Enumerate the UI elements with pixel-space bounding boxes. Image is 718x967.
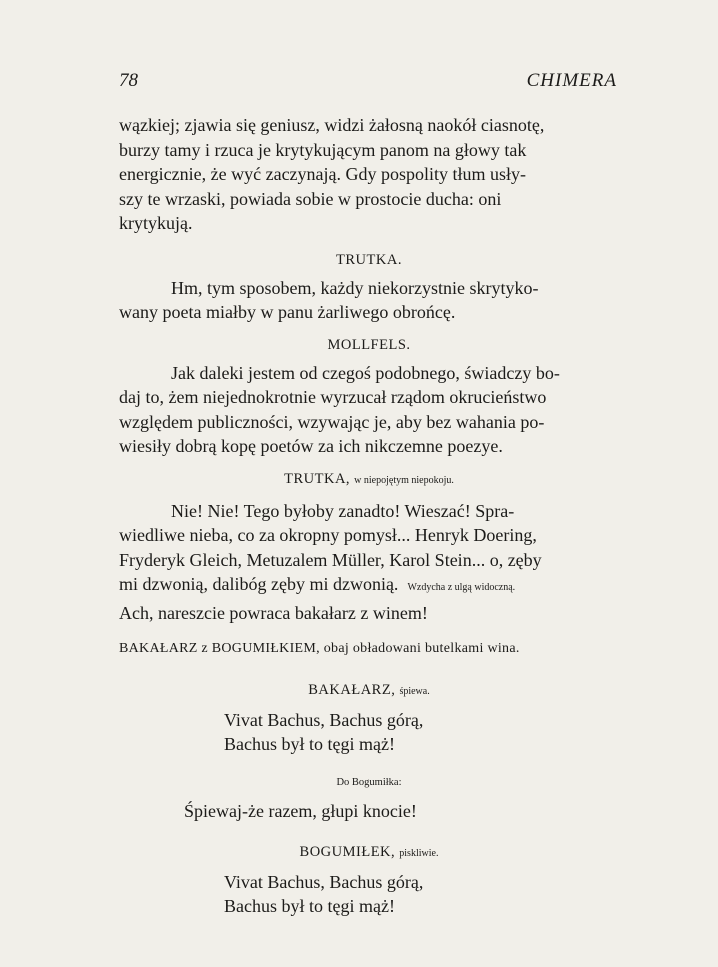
- text-fragment: mi dzwonią, dalibóg zęby mi dzwonią.: [119, 574, 399, 594]
- text-line: Ach, nareszcie powraca bakałarz z winem!: [119, 602, 428, 623]
- speaker-heading: TRUTKA.: [336, 251, 402, 268]
- text-line: wiedliwe nieba, co za okropny pomysł... Henryk Doering,: [119, 525, 537, 545]
- text-line: wiesiły dobrą kopę poetów za ich nikczemne poezye.: [119, 436, 503, 456]
- paragraph-1: [119, 113, 619, 236]
- paragraph-2: [119, 276, 619, 325]
- verse-line: Bachus był to tęgi mąż!: [224, 896, 395, 916]
- stage-direction: piskliwie.: [399, 847, 439, 859]
- text-line: Fryderyk Gleich, Metuzalem Müller, Karol Stein... o, zęby: [119, 549, 542, 570]
- speaker-heading: [119, 842, 619, 864]
- stage-direction: w niepojętym niepokoju.: [354, 474, 454, 486]
- page-body: [119, 113, 619, 919]
- text-line: Nie! Nie! Tego byłoby zanadto! Wieszać! Spra-: [171, 500, 515, 521]
- verse-1: [119, 708, 619, 757]
- verse-line: Śpiewaj-że razem, głupi knocie!: [184, 801, 417, 821]
- text-line: względem publiczności, wzywając je, aby bez wahania po-: [119, 411, 545, 432]
- paragraph-3: [119, 361, 619, 459]
- text-line: krytykują.: [119, 213, 193, 233]
- verse-2: [119, 870, 619, 919]
- stage-direction: śpiewa.: [399, 685, 430, 697]
- verse-line: Vivat Bachus, Bachus górą,: [224, 709, 424, 730]
- text-line: wązkiej; zjawia się geniusz, widzi żałosną naokół ciasnotę,: [119, 115, 545, 135]
- running-title: CHIMERA: [526, 70, 617, 91]
- text-line: daj to, żem niejednokrotnie wyrzucał rządom okrucieństwo: [119, 387, 547, 407]
- text-line: Hm, tym sposobem, każdy niekorzystnie skrytyko-: [171, 277, 539, 298]
- verse-line: Vivat Bachus, Bachus górą,: [224, 871, 424, 892]
- speaker-name: TRUTKA,: [284, 470, 351, 487]
- text-line: burzy tamy i rzuca je krytykującym panom na głowy tak: [119, 139, 527, 160]
- stage-direction-block: BAKAŁARZ z BOGUMIŁKIEM, obaj obładowani butelkami wina.: [119, 641, 520, 656]
- page-number: 78: [119, 70, 138, 91]
- stage-direction: Do Bogumiłka:: [336, 776, 402, 788]
- speaker-heading: [119, 469, 619, 491]
- text-line: [119, 572, 619, 601]
- text-line: Jak daleki jestem od czegoś podobnego, świadczy bo-: [171, 362, 560, 383]
- paragraph-4: [119, 499, 619, 626]
- text-line: szy te wrzaski, powiada sobie w prostocie ducha: oni: [119, 188, 502, 209]
- page-header: [119, 70, 619, 98]
- verse-line: Bachus był to tęgi mąż!: [224, 734, 395, 754]
- verse-solo: [119, 799, 619, 824]
- speaker-heading: MOLLFELS.: [327, 336, 411, 353]
- speaker-heading: [119, 680, 619, 702]
- stage-direction: Wzdycha z ulgą widoczną.: [407, 582, 516, 593]
- speaker-name: BAKAŁARZ,: [308, 681, 396, 698]
- text-line: wany poeta miałby w panu żarliwego obrońcę.: [119, 302, 456, 322]
- text-line: energicznie, że wyć zaczynają. Gdy pospolity tłum usły-: [119, 164, 527, 184]
- speaker-name: BOGUMIŁEK,: [299, 843, 396, 860]
